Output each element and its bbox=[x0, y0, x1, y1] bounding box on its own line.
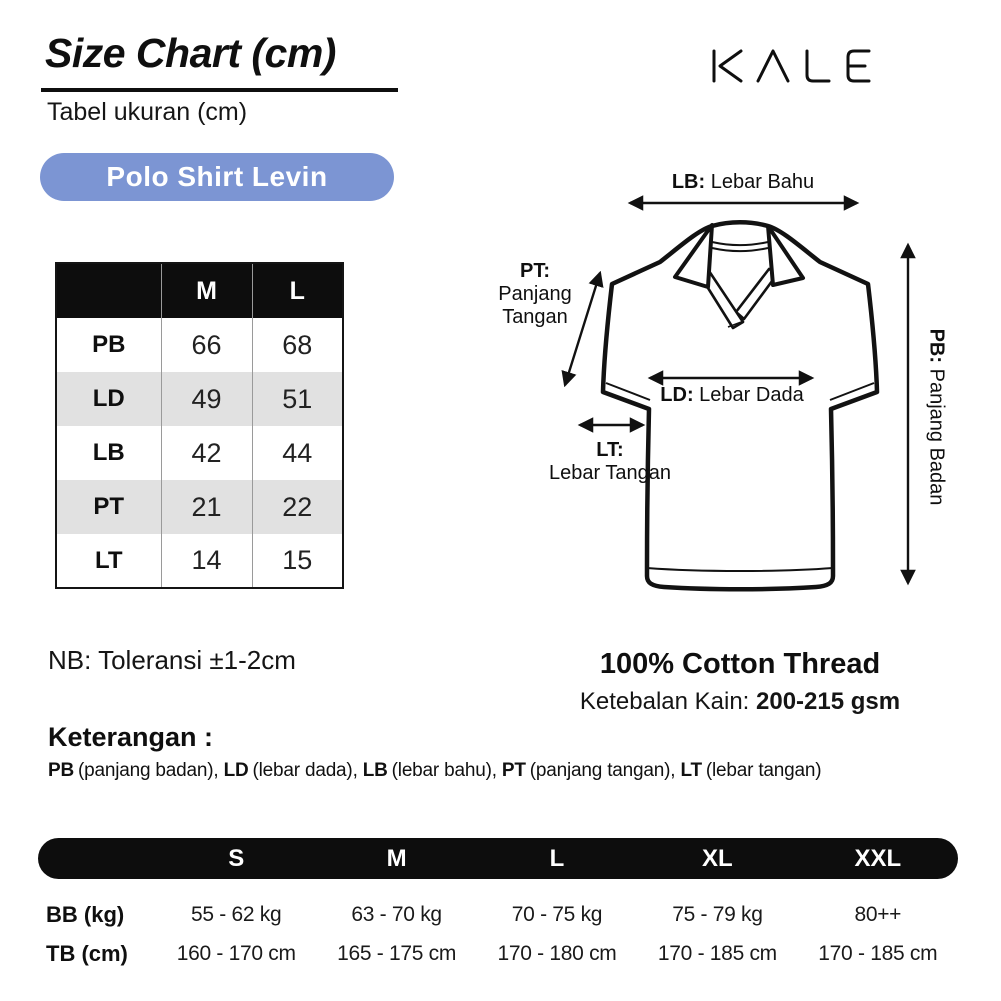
fit-row-weight bbox=[38, 897, 958, 933]
cell-value: 15 bbox=[252, 534, 343, 588]
page-title: Size Chart (cm) bbox=[45, 30, 336, 76]
table-row bbox=[56, 372, 343, 426]
cell-value: 68 bbox=[252, 318, 343, 372]
table-row bbox=[56, 318, 343, 372]
pb-measure-label: PB: Panjang Badan bbox=[925, 328, 948, 506]
cell-value: 66 bbox=[161, 318, 252, 372]
cell-value: 14 bbox=[161, 534, 252, 588]
size-table-header-row bbox=[56, 263, 343, 318]
material-line1: 100% Cotton Thread bbox=[599, 648, 881, 680]
row-label: BB (kg) bbox=[46, 902, 125, 927]
size-table-corner-cell bbox=[56, 263, 161, 318]
cell-value: 51 bbox=[252, 372, 343, 426]
legend-item: LD (lebar dada) , bbox=[224, 760, 363, 781]
legend-item: PB (panjang badan) , bbox=[48, 760, 224, 781]
cell-value: 21 bbox=[161, 480, 252, 534]
cell-value: 160 - 170 cm bbox=[176, 942, 296, 965]
title-underline bbox=[41, 88, 398, 92]
table-row bbox=[56, 480, 343, 534]
cell-value: 63 - 70 kg bbox=[351, 903, 442, 926]
cell-value: 42 bbox=[161, 426, 252, 480]
size-table-col-l: L bbox=[252, 263, 343, 318]
fit-size-l: L bbox=[549, 845, 565, 872]
cell-value: 170 - 185 cm bbox=[657, 942, 777, 965]
ld-measure-label: LD: Lebar Dada bbox=[660, 384, 804, 406]
cell-value: 55 - 62 kg bbox=[190, 903, 282, 926]
table-row bbox=[56, 426, 343, 480]
legend-item: LB (lebar bahu) , bbox=[363, 760, 502, 781]
cell-value: 44 bbox=[252, 426, 343, 480]
cell-value: 165 - 175 cm bbox=[337, 942, 457, 965]
legend-heading: Keterangan : bbox=[48, 722, 214, 752]
material-line2: Ketebalan Kain: 200-215 gsm bbox=[579, 688, 901, 715]
size-table bbox=[55, 262, 344, 589]
size-table-col-m: M bbox=[161, 263, 252, 318]
pt-measure-label: PT: Panjang Tangan bbox=[498, 260, 572, 329]
cell-value: 70 - 75 kg bbox=[511, 903, 603, 926]
cell-value: 170 - 180 cm bbox=[497, 942, 617, 965]
legend-item: PT (panjang tangan) , bbox=[502, 760, 681, 781]
cell-value: 170 - 185 cm bbox=[818, 942, 938, 965]
lb-measure-label: LB: Lebar Bahu bbox=[671, 171, 815, 193]
row-label: PT bbox=[93, 493, 125, 520]
legend-line bbox=[48, 760, 988, 782]
row-label: TB (cm) bbox=[46, 941, 128, 966]
product-badge: Polo Shirt Levin bbox=[40, 153, 394, 201]
material-info bbox=[500, 648, 980, 716]
kale-logo bbox=[710, 48, 890, 89]
cell-value: 49 bbox=[161, 372, 252, 426]
fit-size-s: S bbox=[228, 845, 245, 872]
tolerance-note: NB: Toleransi ±1-2cm bbox=[48, 645, 296, 675]
lt-measure-label: LT: Lebar Tangan bbox=[549, 439, 671, 485]
fit-size-xl: XL bbox=[702, 845, 733, 872]
fit-size-m: M bbox=[386, 845, 407, 872]
row-label: LT bbox=[94, 546, 123, 574]
row-label: PB bbox=[92, 331, 126, 358]
table-row bbox=[56, 534, 343, 588]
page-subtitle: Tabel ukuran (cm) bbox=[47, 98, 248, 126]
cell-value: 80++ bbox=[854, 903, 902, 926]
fit-header-spacer bbox=[38, 838, 156, 879]
row-label: LB bbox=[92, 439, 125, 466]
cell-value: 22 bbox=[252, 480, 343, 534]
row-label: LD bbox=[92, 385, 125, 412]
fit-row-height bbox=[38, 936, 958, 972]
fit-table-header bbox=[38, 838, 958, 879]
cell-value: 75 - 79 kg bbox=[672, 903, 763, 926]
fit-size-xxl: XXL bbox=[854, 845, 902, 872]
polo-shirt-diagram bbox=[460, 160, 960, 650]
legend-item: LT (lebar tangan) bbox=[680, 760, 822, 781]
